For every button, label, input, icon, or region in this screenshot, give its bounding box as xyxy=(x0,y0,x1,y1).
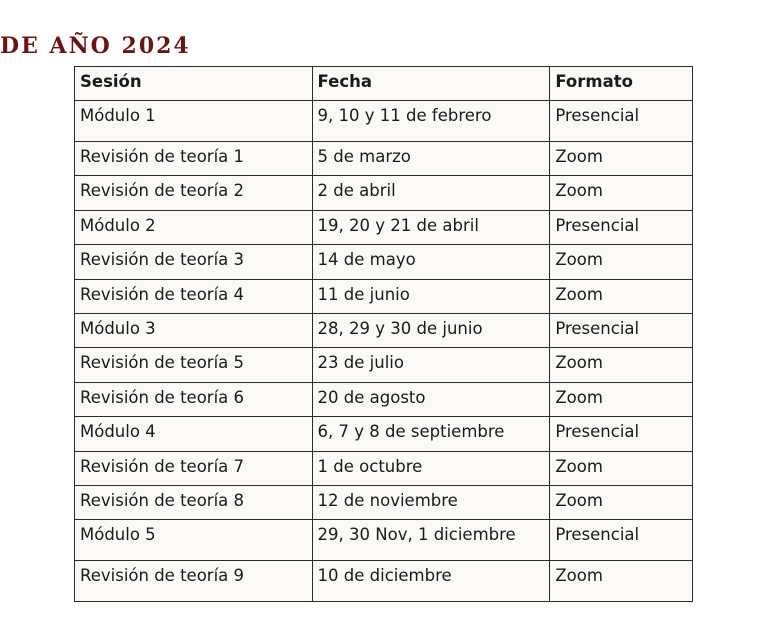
cell-sesion: Revisión de teoría 8 xyxy=(75,485,313,519)
cell-formato: Zoom xyxy=(550,245,693,279)
cell-fecha: 9, 10 y 11 de febrero xyxy=(312,101,550,142)
cell-sesion: Módulo 4 xyxy=(75,417,313,451)
cell-formato: Zoom xyxy=(550,451,693,485)
table-row xyxy=(75,142,693,176)
header-formato: Formato xyxy=(550,67,693,101)
table-row xyxy=(75,210,693,244)
cell-formato: Zoom xyxy=(550,561,693,602)
schedule-table xyxy=(74,66,693,602)
cell-sesion: Revisión de teoría 9 xyxy=(75,561,313,602)
table-row xyxy=(75,417,693,451)
cell-sesion: Revisión de teoría 3 xyxy=(75,245,313,279)
cell-sesion: Revisión de teoría 4 xyxy=(75,279,313,313)
cell-formato: Presencial xyxy=(550,313,693,347)
page-heading: DE AÑO 2024 xyxy=(0,33,191,59)
table-row xyxy=(75,313,693,347)
cell-sesion: Revisión de teoría 2 xyxy=(75,176,313,210)
table-row xyxy=(75,561,693,602)
cell-formato: Zoom xyxy=(550,382,693,416)
table-row xyxy=(75,279,693,313)
cell-sesion: Revisión de teoría 6 xyxy=(75,382,313,416)
cell-fecha: 1 de octubre xyxy=(312,451,550,485)
cell-formato: Zoom xyxy=(550,348,693,382)
header-sesion: Sesión xyxy=(75,67,313,101)
cell-formato: Presencial xyxy=(550,520,693,561)
cell-sesion: Revisión de teoría 7 xyxy=(75,451,313,485)
cell-fecha: 19, 20 y 21 de abril xyxy=(312,210,550,244)
cell-fecha: 11 de junio xyxy=(312,279,550,313)
table-row xyxy=(75,176,693,210)
cell-sesion: Módulo 5 xyxy=(75,520,313,561)
cell-sesion: Revisión de teoría 5 xyxy=(75,348,313,382)
table-row xyxy=(75,520,693,561)
table-row xyxy=(75,245,693,279)
header-fecha: Fecha xyxy=(312,67,550,101)
cell-sesion: Módulo 2 xyxy=(75,210,313,244)
cell-formato: Presencial xyxy=(550,210,693,244)
table-row xyxy=(75,485,693,519)
cell-formato: Presencial xyxy=(550,417,693,451)
cell-fecha: 14 de mayo xyxy=(312,245,550,279)
cell-fecha: 6, 7 y 8 de septiembre xyxy=(312,417,550,451)
table-row xyxy=(75,451,693,485)
cell-formato: Presencial xyxy=(550,101,693,142)
cell-formato: Zoom xyxy=(550,279,693,313)
cell-fecha: 29, 30 Nov, 1 diciembre xyxy=(312,520,550,561)
cell-fecha: 28, 29 y 30 de junio xyxy=(312,313,550,347)
cell-fecha: 2 de abril xyxy=(312,176,550,210)
cell-sesion: Revisión de teoría 1 xyxy=(75,142,313,176)
cell-fecha: 20 de agosto xyxy=(312,382,550,416)
cell-formato: Zoom xyxy=(550,176,693,210)
cell-fecha: 12 de noviembre xyxy=(312,485,550,519)
table-row xyxy=(75,101,693,142)
table-header-row xyxy=(75,67,693,101)
cell-sesion: Módulo 1 xyxy=(75,101,313,142)
cell-fecha: 5 de marzo xyxy=(312,142,550,176)
cell-sesion: Módulo 3 xyxy=(75,313,313,347)
table-row xyxy=(75,348,693,382)
table-row xyxy=(75,382,693,416)
cell-fecha: 23 de julio xyxy=(312,348,550,382)
cell-formato: Zoom xyxy=(550,485,693,519)
cell-fecha: 10 de diciembre xyxy=(312,561,550,602)
cell-formato: Zoom xyxy=(550,142,693,176)
